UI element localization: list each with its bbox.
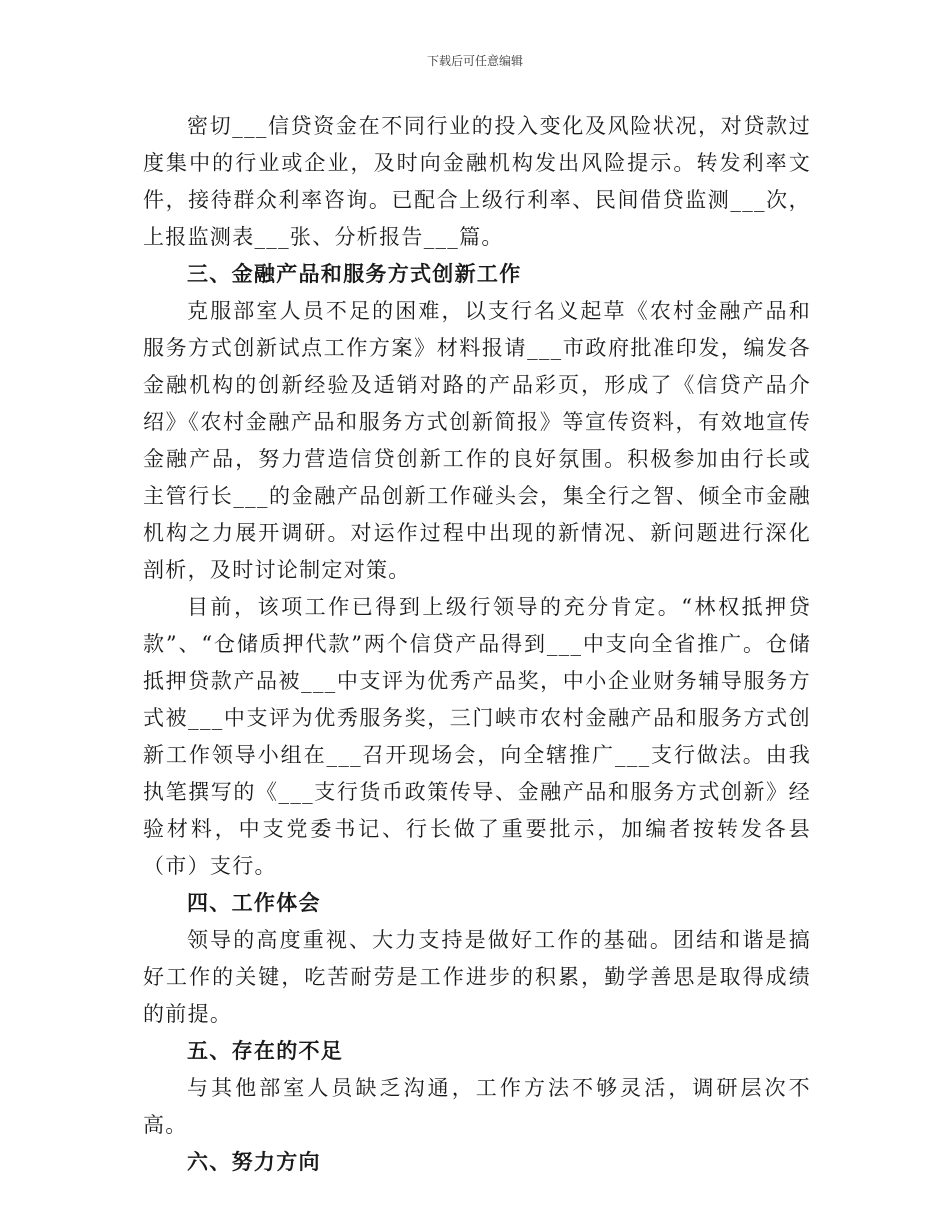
document-body [143, 108, 811, 1181]
section-heading-5: 五、存在的不足 [187, 1039, 344, 1063]
paragraph-achievements: 目前，该项工作已得到上级行领导的充分肯定。“林权抵押贷款”、“仓储质押代款”两个信贷产品得到___中支向全省推广。仓储抵押贷款产品被___中支评为优秀产品奖，中小企业财务辅导服务方式被___中支评为优秀服务奖，三门峡市农村金融产品和服务方式创新工作领导小组在___召开现场会，向全辖推广___支行做法。由我执笔撰写的《___支行货币政策传导、金融产品和服务方式创新》经验材料，中支党委书记、行长做了重要批示，加编者按转发各县（市）支行。 [143, 595, 811, 878]
paragraph-innovation-work: 克服部室人员不足的困难，以支行名义起草《农村金融产品和服务方式创新试点工作方案》材料报请___市政府批准印发，编发各金融机构的创新经验及适销对路的产品彩页，形成了《信贷产品介绍》《农村金融产品和服务方式创新简报》等宣传资料，有效地宣传金融产品，努力营造信贷创新工作的良好氛围。积极参加由行长或主管行长___的金融产品创新工作碰头会，集全行之智、倾全市金融机构之力展开调研。对运作过程中出现的新情况、新问题进行深化剖析，及时讨论制定对策。 [143, 299, 811, 582]
paragraph-shortcomings: 与其他部室人员缺乏沟通，工作方法不够灵活，调研层次不高。 [143, 1076, 811, 1137]
paragraph-credit-monitoring: 密切___信贷资金在不同行业的投入变化及风险状况，对贷款过度集中的行业或企业，及时向金融机构发出风险提示。转发利率文件，接待群众利率咨询。已配合上级行利率、民间借贷监测___次，上报监测表___张、分析报告___篇。 [143, 114, 811, 249]
paragraph-work-experience: 领导的高度重视、大力支持是做好工作的基础。团结和谐是搞好工作的关键，吃苦耐劳是工作进步的积累，勤学善思是取得成绩的前提。 [143, 928, 811, 1026]
section-heading-6: 六、努力方向 [187, 1150, 321, 1174]
section-heading-4: 四、工作体会 [187, 891, 321, 915]
header-note: 下载后可任意编辑 [426, 54, 523, 68]
section-heading-3: 三、金融产品和服务方式创新工作 [187, 262, 522, 286]
